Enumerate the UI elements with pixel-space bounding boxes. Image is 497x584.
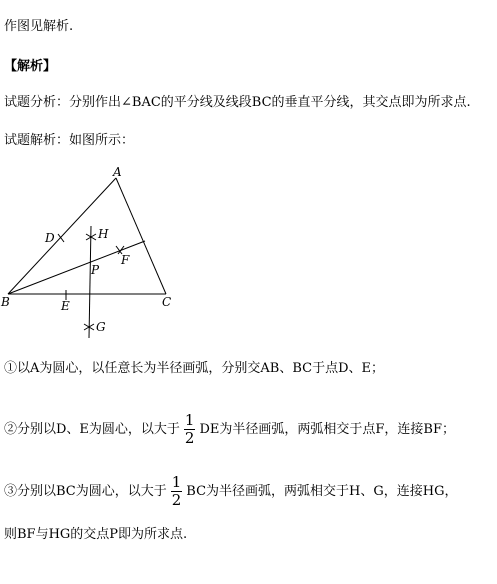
step-2	[4, 412, 455, 447]
bisector-line	[8, 241, 145, 294]
label-g: G	[96, 320, 106, 334]
label-c: C	[162, 295, 172, 309]
geometry-figure	[0, 160, 200, 340]
label-h: H	[98, 227, 109, 241]
fraction-denominator: 2	[184, 429, 195, 447]
label-d: D	[45, 231, 55, 245]
conclusion: 则BF与HG的交点P即为所求点.	[4, 527, 188, 542]
label-f: F	[121, 253, 130, 267]
step-1: ①以A为圆心，以任意长为半径画弧，分别交AB、BC于点D、E；	[4, 361, 384, 376]
fraction-numerator: 1	[184, 411, 195, 429]
step-2-text-b: DE为半径画弧，两弧相交于点F，连接BF；	[199, 422, 455, 437]
fraction-numerator: 1	[171, 473, 182, 491]
fraction-half	[171, 474, 183, 509]
step-2-text-a: ②分别以D、E为圆心，以大于	[4, 422, 180, 437]
label-e: E	[61, 299, 70, 313]
analysis-text: 试题分析：分别作出∠BAC的平分线及线段BC的垂直平分线，其交点即为所求点.	[4, 95, 471, 110]
solution-text: 试题解析：如图所示：	[4, 133, 135, 148]
analysis-heading: 【解析】	[4, 59, 57, 74]
step-3	[4, 474, 457, 509]
label-p: P	[91, 263, 100, 277]
segment-ac	[116, 178, 166, 294]
step-3-text-b: BC为半径画弧，两弧相交于H、G，连接HG，	[186, 484, 458, 499]
label-b: B	[1, 295, 10, 309]
step-3-text-a: ③分别以BC为圆心，以大于	[4, 484, 167, 499]
label-a: A	[113, 165, 122, 179]
perpendicular-bisector	[89, 226, 91, 338]
fraction-denominator: 2	[171, 491, 182, 509]
fraction-half	[184, 412, 196, 447]
answer-line: 作图见解析.	[4, 19, 74, 34]
